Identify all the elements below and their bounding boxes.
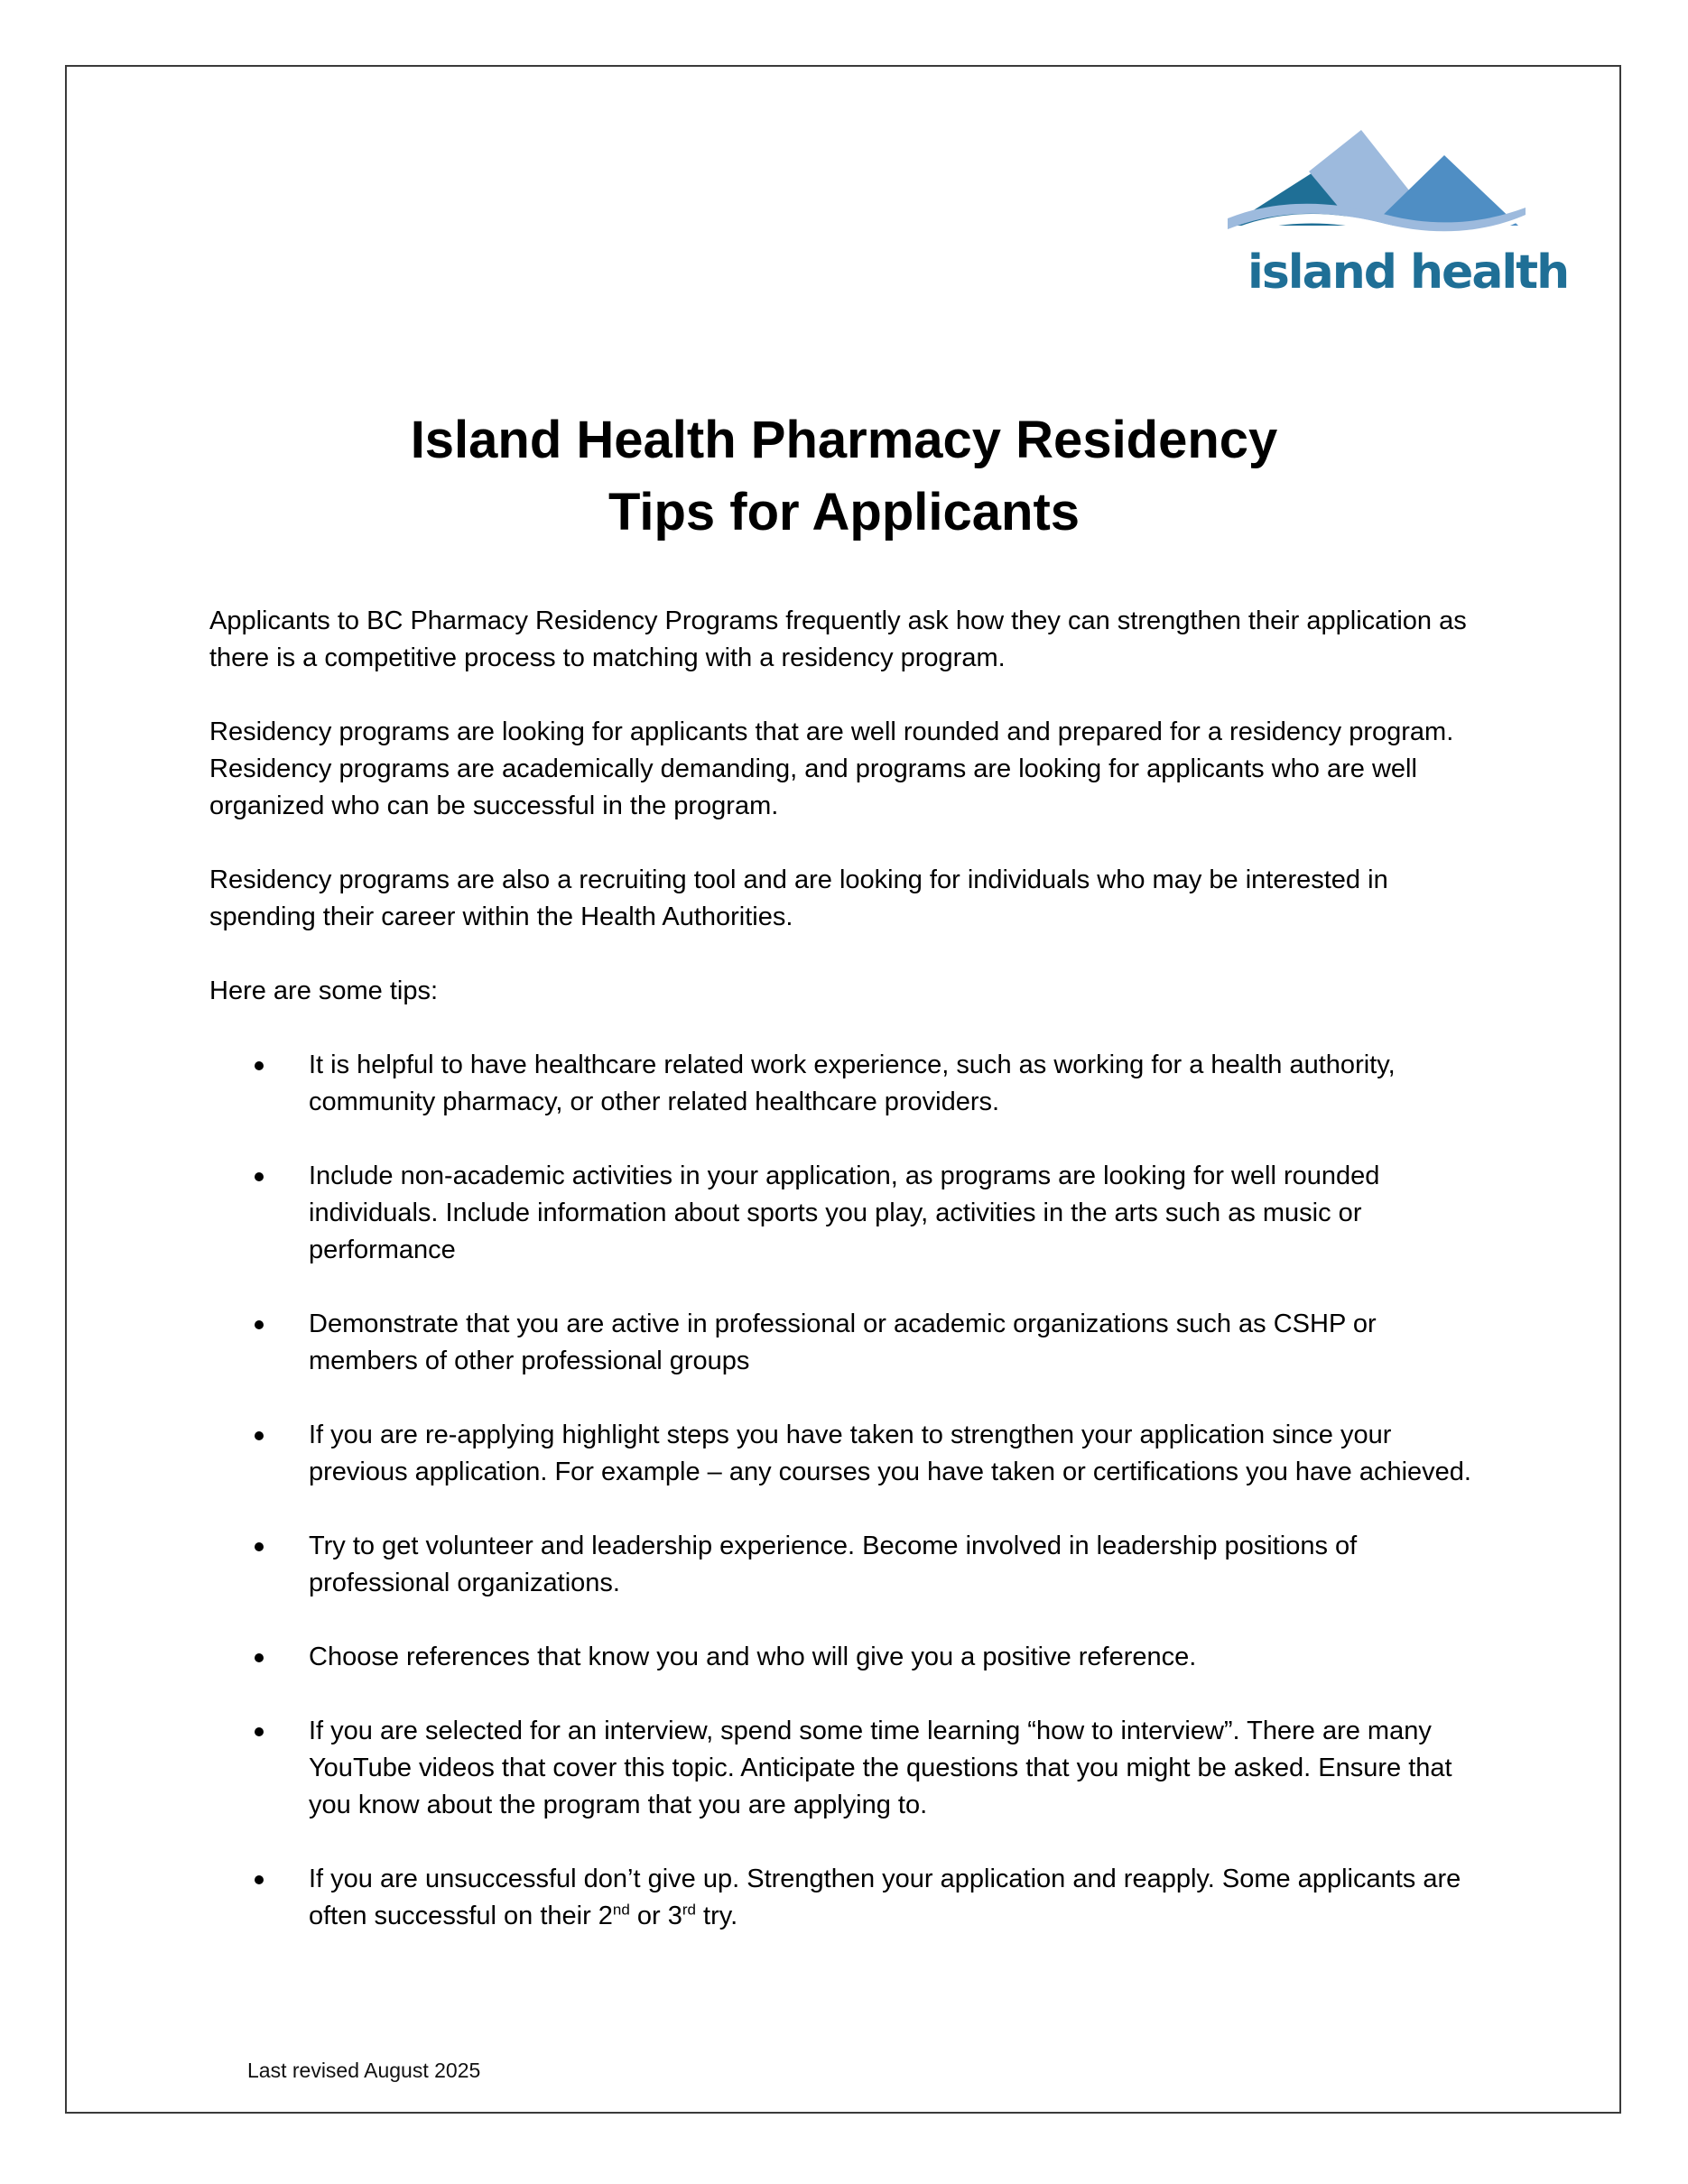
title-line-1: Island Health Pharmacy Residency <box>410 411 1278 469</box>
bullet-icon <box>255 1653 264 1662</box>
list-item <box>209 1158 1491 1269</box>
rounded-applicants-paragraph: Residency programs are looking for applicants that are well rounded and prepared for a residency program. Residency programs are academically demanding, and programs are looking for applicants who are well organized who can be successful in the program. <box>209 717 1454 820</box>
list-item <box>209 1861 1491 1935</box>
tip-text: Try to get volunteer and leadership experience. Become involved in leadership positions of professional organizations. <box>309 1532 1358 1597</box>
mountains-logo-icon <box>1228 125 1526 242</box>
tip-text: Demonstrate that you are active in professional or academic organizations such as CSHP or members of other professional groups <box>309 1309 1377 1375</box>
tip-text: If you are re-applying highlight steps you have taken to strengthen your application since your previous application. For example – any courses you have taken or certifications you have achieved. <box>309 1421 1471 1486</box>
ordinal-suffix-rd: rd <box>682 1901 696 1919</box>
bullet-icon <box>255 1061 264 1070</box>
list-item <box>209 1639 1491 1676</box>
bullet-icon <box>255 1320 264 1329</box>
page-title <box>209 404 1479 549</box>
tip-text: If you are selected for an interview, spend some time learning “how to interview”. There are many YouTube videos that cover this topic. Anticipate the questions that you might be asked. Ensure that you know about the program that you are applying to. <box>309 1717 1452 1819</box>
tip-text: Include non-academic activities in your application, as programs are looking for well rounded individuals. Include information about sports you play, activities in the arts such as music or performance <box>309 1161 1380 1264</box>
tips-intro: Here are some tips: <box>209 976 439 1005</box>
recruiting-paragraph: Residency programs are also a recruiting tool and are looking for individuals who may be interested in spending their career within the Health Authorities. <box>209 865 1388 931</box>
bullet-icon <box>255 1172 264 1181</box>
last-revised-footer: Last revised August 2025 <box>247 2059 481 2082</box>
list-item <box>209 1047 1491 1121</box>
logo-text: island health <box>1247 245 1569 300</box>
list-item <box>209 1528 1491 1602</box>
bullet-icon <box>255 1431 264 1440</box>
last-tip-part-1: If you are unsuccessful don’t give up. Strengthen your application and reapply. Some applicants are often successful on their 2 <box>309 1865 1461 1930</box>
last-tip-part-2: or 3 <box>629 1902 682 1930</box>
intro-paragraph: Applicants to BC Pharmacy Residency Programs frequently ask how they can strengthen their application as there is a competitive process to matching with a residency program. <box>209 606 1467 672</box>
bullet-icon <box>255 1875 264 1884</box>
tip-text: It is helpful to have healthcare related work experience, such as working for a health authority, community pharmacy, or other related healthcare providers. <box>309 1050 1396 1116</box>
ordinal-suffix-nd: nd <box>612 1901 630 1919</box>
tips-list <box>209 1047 1491 1935</box>
list-item <box>209 1306 1491 1380</box>
island-health-logo <box>1228 125 1569 310</box>
bullet-icon <box>255 1542 264 1551</box>
tip-text-last <box>309 1865 1461 1930</box>
document-body <box>209 603 1491 1972</box>
title-line-2: Tips for Applicants <box>607 483 1081 541</box>
tip-text: Choose references that know you and who will give you a positive reference. <box>309 1643 1197 1671</box>
bullet-icon <box>255 1727 264 1736</box>
list-item <box>209 1713 1491 1824</box>
last-tip-part-3: try. <box>696 1902 738 1930</box>
list-item <box>209 1417 1491 1491</box>
